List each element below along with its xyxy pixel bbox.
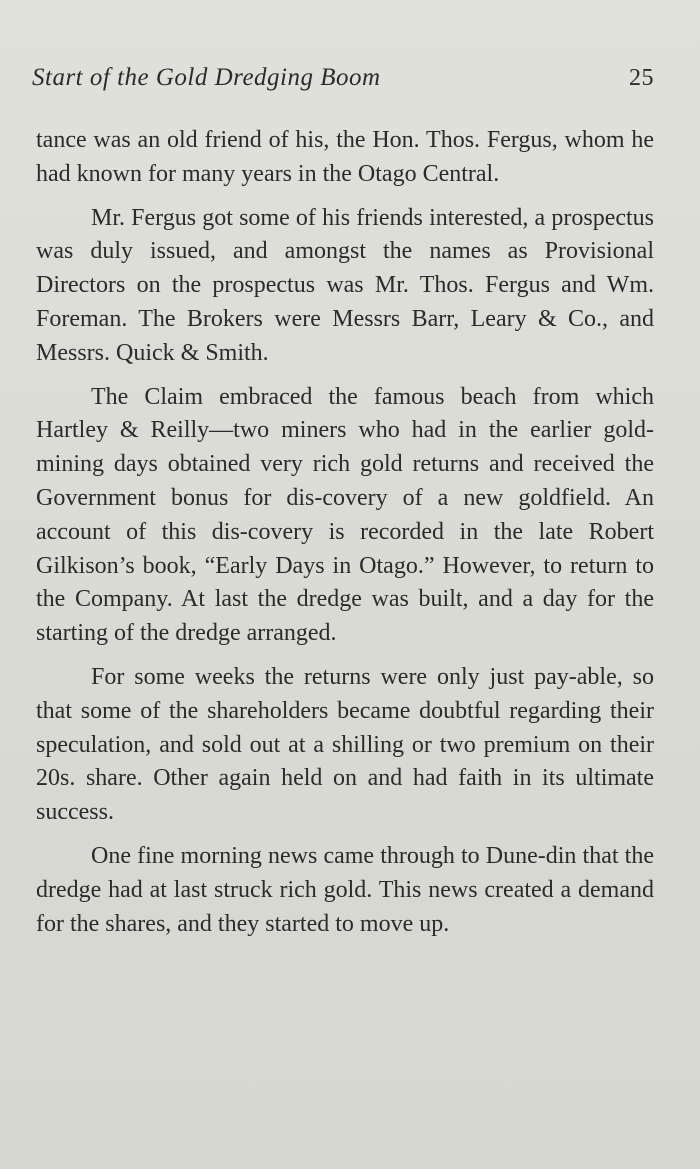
paragraph: The Claim embraced the famous beach from which Hartley & Reilly—two miners who had in the earlier gold-mining days obtained very rich gold returns and received the Government bonus for dis-covery of a new goldfield. An account of this dis-covery is recorded in the late Robert Gilkison’s book, “Early Days in Otago.” However, to return to the Company. At last the dredge was built, and a day for the starting of the dredge arranged. [36,383,654,647]
paragraph: One fine morning news came through to Dune-din that the dredge had at last struck rich gold. This news created a demand for the shares, and they started to move up. [36,842,654,937]
paragraph: Mr. Fergus got some of his friends interested, a prospectus was duly issued, and amongst the names as Provisional Directors on the prospectus was Mr. Thos. Fergus and Wm. Foreman. The Brokers were Messrs Barr, Leary & Co., and Messrs. Quick & Smith. [36,204,654,366]
paragraph-continued: tance was an old friend of his, the Hon. Thos. Fergus, whom he had known for many years in the Otago Central. [36,127,654,187]
paragraph: For some weeks the returns were only just pay-able, so that some of the shareholders became doubtful regarding their speculation, and sold out at a shilling or two premium on their 20s. share. Other again held on and had faith in its ultimate success. [36,663,654,826]
chapter-title: Start of the Gold Dredging Boom [32,64,381,91]
body-text [36,124,654,951]
running-head [32,64,654,98]
page-number: 25 [629,65,654,91]
